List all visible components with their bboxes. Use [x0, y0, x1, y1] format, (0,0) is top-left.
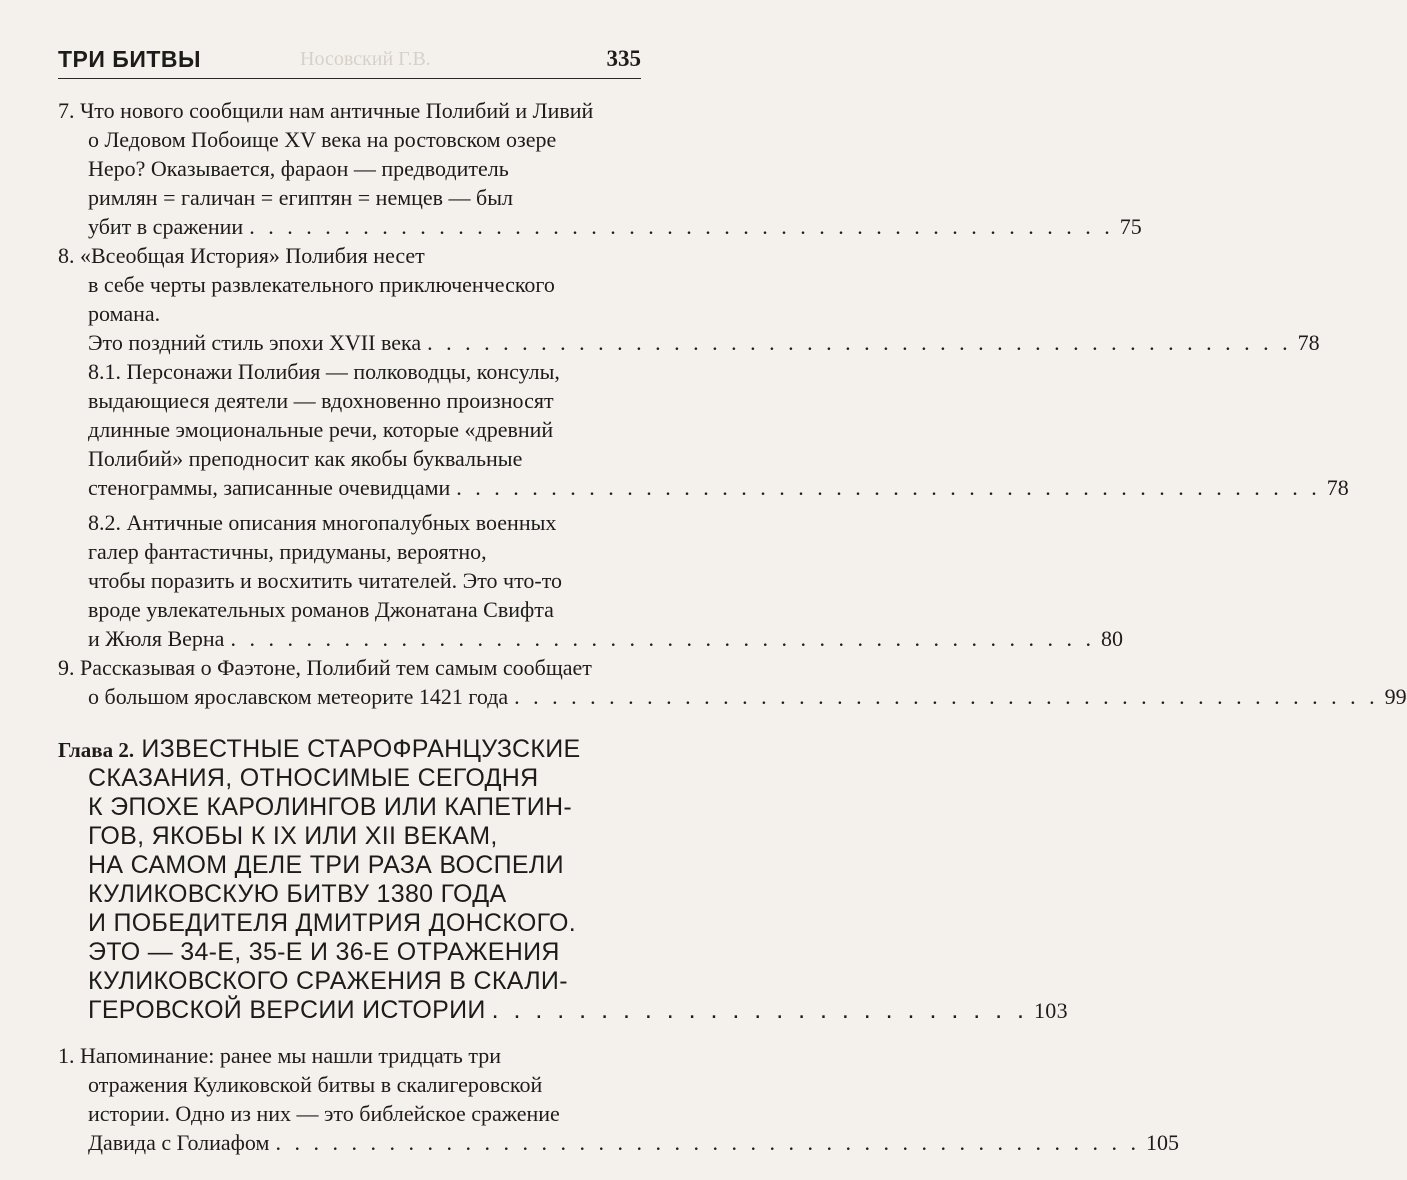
toc-page-ref: 80 [1100, 626, 1123, 651]
dot-leader: . . . . . . . . . . . . . . . . . . . . . . . . . . . . . . . . . . . . . . . . . . . . . . [427, 330, 1292, 355]
toc-entry-last-line[interactable] [58, 212, 1142, 241]
toc-page-ref: 75 [1119, 214, 1142, 239]
toc-line: Полибий» преподносит как якобы буквальные [88, 446, 523, 471]
running-header [58, 44, 641, 79]
chapter-last-line [58, 996, 1068, 1025]
dot-leader: . . . . . . . . . . . . . . . . . . . . . . . . . . . . . . . . . . . . . . . . . . . . . . [230, 626, 1095, 651]
toc-line: 9. Рассказывая о Фаэтоне, Полибий тем самым сообщает [58, 655, 592, 680]
toc-line: 8.2. Античные описания многопалубных военных [88, 510, 557, 535]
dot-leader: . . . . . . . . . . . . . . . . . . . . . . . . . [491, 996, 1028, 1024]
toc-line: Это поздний стиль эпохи XVII века [88, 330, 422, 355]
dot-leader: . . . . . . . . . . . . . . . . . . . . . . . . . . . . . . . . . . . . . . . . . . . . . . [514, 684, 1379, 709]
toc-line: 8. «Всеобщая История» Полибия несет [58, 243, 425, 268]
toc-line: 1. Напоминание: ранее мы нашли тридцать три [58, 1043, 501, 1068]
toc-page-ref: 105 [1145, 1130, 1179, 1155]
toc-line: 7. Что нового сообщили нам античные Полибий и Ливий [58, 98, 594, 123]
toc-line: о большом ярославском метеорите 1421 года [88, 684, 509, 709]
toc-page-ref: 103 [1033, 998, 1068, 1023]
toc-line: Давида с Голиафом [88, 1130, 270, 1155]
chapter-title-line: НА САМОМ ДЕЛЕ ТРИ РАЗА ВОСПЕЛИ [88, 851, 564, 879]
toc-line: Неро? Оказывается, фараон — предводитель [88, 156, 509, 181]
toc-line: выдающиеся деятели — вдохновенно произносят [88, 388, 554, 413]
toc-page-ref: 78 [1326, 475, 1349, 500]
running-title: ТРИ БИТВЫ [58, 46, 202, 72]
toc-entry-last-line[interactable] [58, 328, 1320, 357]
toc-line: 8.1. Персонажи Полибия — полководцы, консулы, [88, 359, 560, 384]
chapter-title-line: ГОВ, ЯКОБЫ К IX ИЛИ XII ВЕКАМ, [88, 822, 498, 850]
toc-line: длинные эмоциональные речи, которые «древний [88, 417, 554, 442]
toc-line: вроде увлекательных романов Джонатана Свифта [88, 597, 554, 622]
chapter-line [58, 735, 641, 764]
toc-entry-last-line[interactable] [58, 473, 1349, 502]
chapter-title-line: ЭТО — 34-Е, 35-Е И 36-Е ОТРАЖЕНИЯ [88, 938, 560, 966]
chapter-title-line: ИЗВЕСТНЫЕ СТАРОФРАНЦУЗСКИЕ [141, 735, 581, 763]
toc-line: отражения Куликовской битвы в скалигеровской [88, 1072, 543, 1097]
chapter-label: Глава 2. [58, 738, 135, 762]
toc-line: романа. [88, 301, 161, 326]
toc-page-ref: 78 [1297, 330, 1320, 355]
chapter-heading[interactable] [58, 735, 1068, 1025]
toc-line: римлян = галичан = египтян = немцев — был [88, 185, 514, 210]
bleed-through-text: Носовский Г.В. [300, 48, 431, 70]
toc-line: стенограммы, записанные очевидцами [88, 475, 451, 500]
toc-page-ref: 99 [1384, 684, 1407, 709]
toc-entry-last-line[interactable] [58, 682, 1407, 711]
chapter-title-line: КУЛИКОВСКОГО СРАЖЕНИЯ В СКАЛИ- [88, 967, 568, 995]
dot-leader: . . . . . . . . . . . . . . . . . . . . . . . . . . . . . . . . . . . . . . . . . . . . . . [249, 214, 1114, 239]
table-of-contents [58, 96, 1407, 1157]
chapter-title-line: КУЛИКОВСКУЮ БИТВУ 1380 ГОДА [88, 880, 507, 908]
toc-line: и Жюля Верна [88, 626, 225, 651]
chapter-title-line: И ПОБЕДИТЕЛЯ ДМИТРИЯ ДОНСКОГО. [88, 909, 577, 937]
chapter-title-line: ГЕРОВСКОЙ ВЕРСИИ ИСТОРИИ [88, 996, 486, 1024]
toc-line: галер фантастичны, придуманы, вероятно, [88, 539, 487, 564]
toc-line: чтобы поразить и восхитить читателей. Это что-то [88, 568, 563, 593]
dot-leader: . . . . . . . . . . . . . . . . . . . . . . . . . . . . . . . . . . . . . . . . . . . . . . [275, 1130, 1140, 1155]
toc-line: убит в сражении [88, 214, 244, 239]
dot-leader: . . . . . . . . . . . . . . . . . . . . . . . . . . . . . . . . . . . . . . . . . . . . . . [456, 475, 1321, 500]
toc-entry-last-line[interactable] [58, 1128, 1179, 1157]
chapter-title-line: К ЭПОХЕ КАРОЛИНГОВ ИЛИ КАПЕТИН- [88, 793, 573, 821]
toc-entry-last-line[interactable] [58, 624, 1123, 653]
toc-line: истории. Одно из них — это библейское сражение [88, 1101, 560, 1126]
toc-line: в себе черты развлекательного приключенческого [88, 272, 555, 297]
chapter-title-line: СКАЗАНИЯ, ОТНОСИМЫЕ СЕГОДНЯ [88, 764, 539, 792]
toc-line: о Ледовом Побоище XV века на ростовском озере [88, 127, 557, 152]
page-number: 335 [606, 46, 641, 71]
